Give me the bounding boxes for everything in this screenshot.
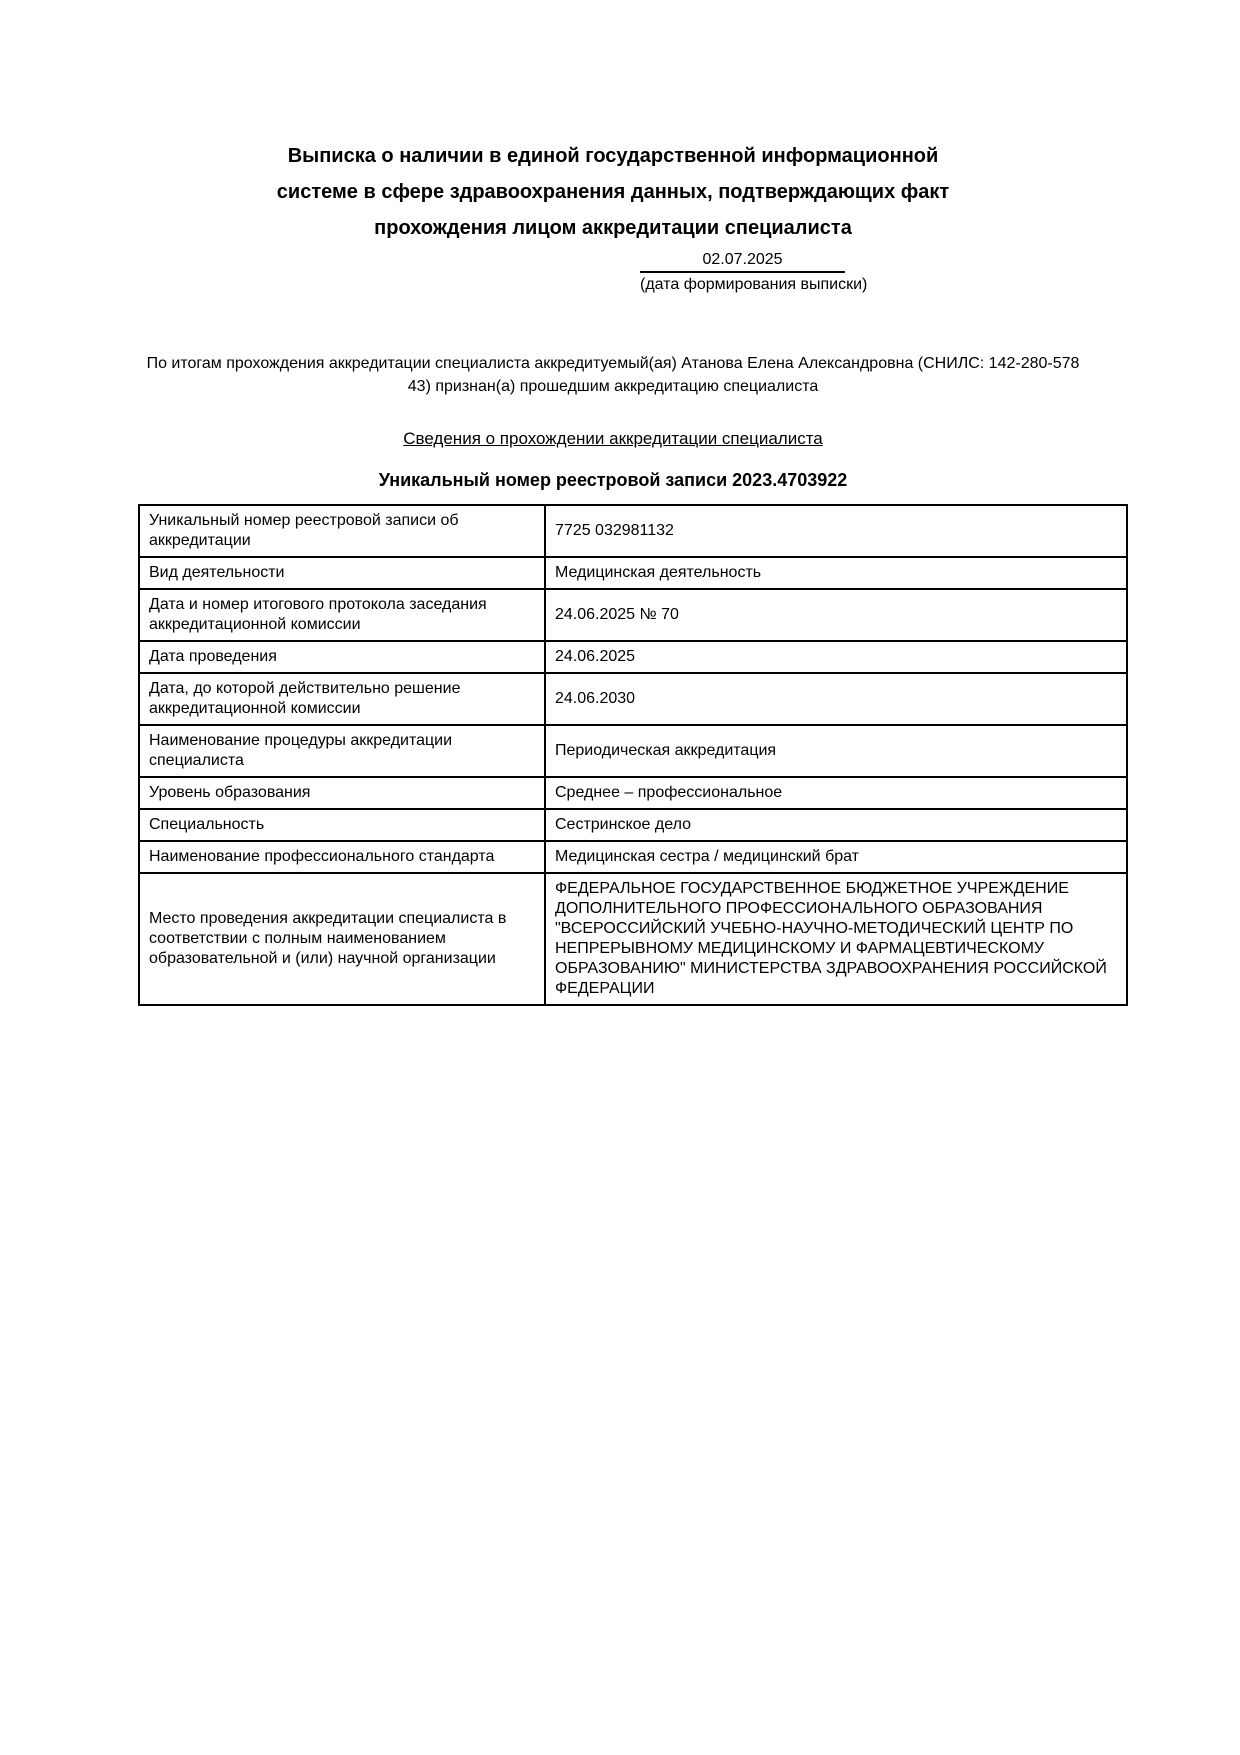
- table-row: [139, 725, 1127, 777]
- table-row: [139, 841, 1127, 873]
- table-row: [139, 641, 1127, 673]
- row-label: Наименование профессионального стандарта: [139, 841, 545, 873]
- row-value: Медицинская деятельность: [545, 557, 1127, 589]
- row-value: Периодическая аккредитация: [545, 725, 1127, 777]
- document-title-line: системе в сфере здравоохранения данных, подтверждающих факт: [276, 181, 950, 203]
- table-row: [139, 673, 1127, 725]
- row-label: Дата и номер итогового протокола заседания аккредитационной комиссии: [139, 589, 545, 641]
- row-label: Вид деятельности: [139, 557, 545, 589]
- row-value: 7725 032981132: [545, 505, 1127, 557]
- formation-date-block: [640, 250, 868, 294]
- row-value: 24.06.2025 № 70: [545, 589, 1127, 641]
- row-label: Дата проведения: [139, 641, 545, 673]
- row-label: Место проведения аккредитации специалиста в соответствии с полным наименованием образовательной и (или) научной организации: [139, 873, 545, 1005]
- table-row: [139, 873, 1127, 1005]
- table-row: [139, 777, 1127, 809]
- row-value: 24.06.2025: [545, 641, 1127, 673]
- row-label: Уровень образования: [139, 777, 545, 809]
- intro-paragraph: [138, 352, 1088, 398]
- row-value: ФЕДЕРАЛЬНОЕ ГОСУДАРСТВЕННОЕ БЮДЖЕТНОЕ УЧРЕЖДЕНИЕ ДОПОЛНИТЕЛЬНОГО ПРОФЕССИОНАЛЬНОГО ОБРАЗОВАНИЯ "ВСЕРОССИЙСКИЙ УЧЕБНО-НАУЧНО-МЕТОДИЧЕСКИЙ ЦЕНТР ПО НЕПРЕРЫВНОМУ МЕДИЦИНСКОМУ И ФАРМАЦЕВТИЧЕСКОМУ ОБРАЗОВАНИЮ" МИНИСТЕРСТВА ЗДРАВООХРАНЕНИЯ РОССИЙСКОЙ ФЕДЕРАЦИИ: [545, 873, 1127, 1005]
- row-label: Дата, до которой действительно решение аккредитационной комиссии: [139, 673, 545, 725]
- row-value: Сестринское дело: [545, 809, 1127, 841]
- row-label: Уникальный номер реестровой записи об аккредитации: [139, 505, 545, 557]
- intro-paragraph-line: 43) признан(а) прошедшим аккредитацию специалиста: [407, 378, 819, 395]
- table-row: [139, 505, 1127, 557]
- table-row: [139, 557, 1127, 589]
- accreditation-table: [138, 504, 1128, 1006]
- row-label: Наименование процедуры аккредитации специалиста: [139, 725, 545, 777]
- row-value: Среднее – профессиональное: [545, 777, 1127, 809]
- record-number-heading: Уникальный номер реестровой записи 2023.4703922: [378, 470, 848, 490]
- document-title-line: Выписка о наличии в единой государственной информационной: [287, 145, 939, 167]
- document-title: [138, 138, 1088, 246]
- section-subtitle: Сведения о прохождении аккредитации специалиста: [403, 429, 823, 448]
- row-value: 24.06.2030: [545, 673, 1127, 725]
- row-label: Специальность: [139, 809, 545, 841]
- document-title-line: прохождения лицом аккредитации специалиста: [374, 217, 852, 239]
- formation-date-caption: (дата формирования выписки): [640, 276, 868, 293]
- formation-date-value: 02.07.2025: [640, 250, 845, 273]
- table-row: [139, 589, 1127, 641]
- table-row: [139, 809, 1127, 841]
- intro-paragraph-line: По итогам прохождения аккредитации специалиста аккредитуемый(ая) Атанова Елена Александровна (СНИЛС: 142-280-578: [146, 355, 1080, 372]
- row-value: Медицинская сестра / медицинский брат: [545, 841, 1127, 873]
